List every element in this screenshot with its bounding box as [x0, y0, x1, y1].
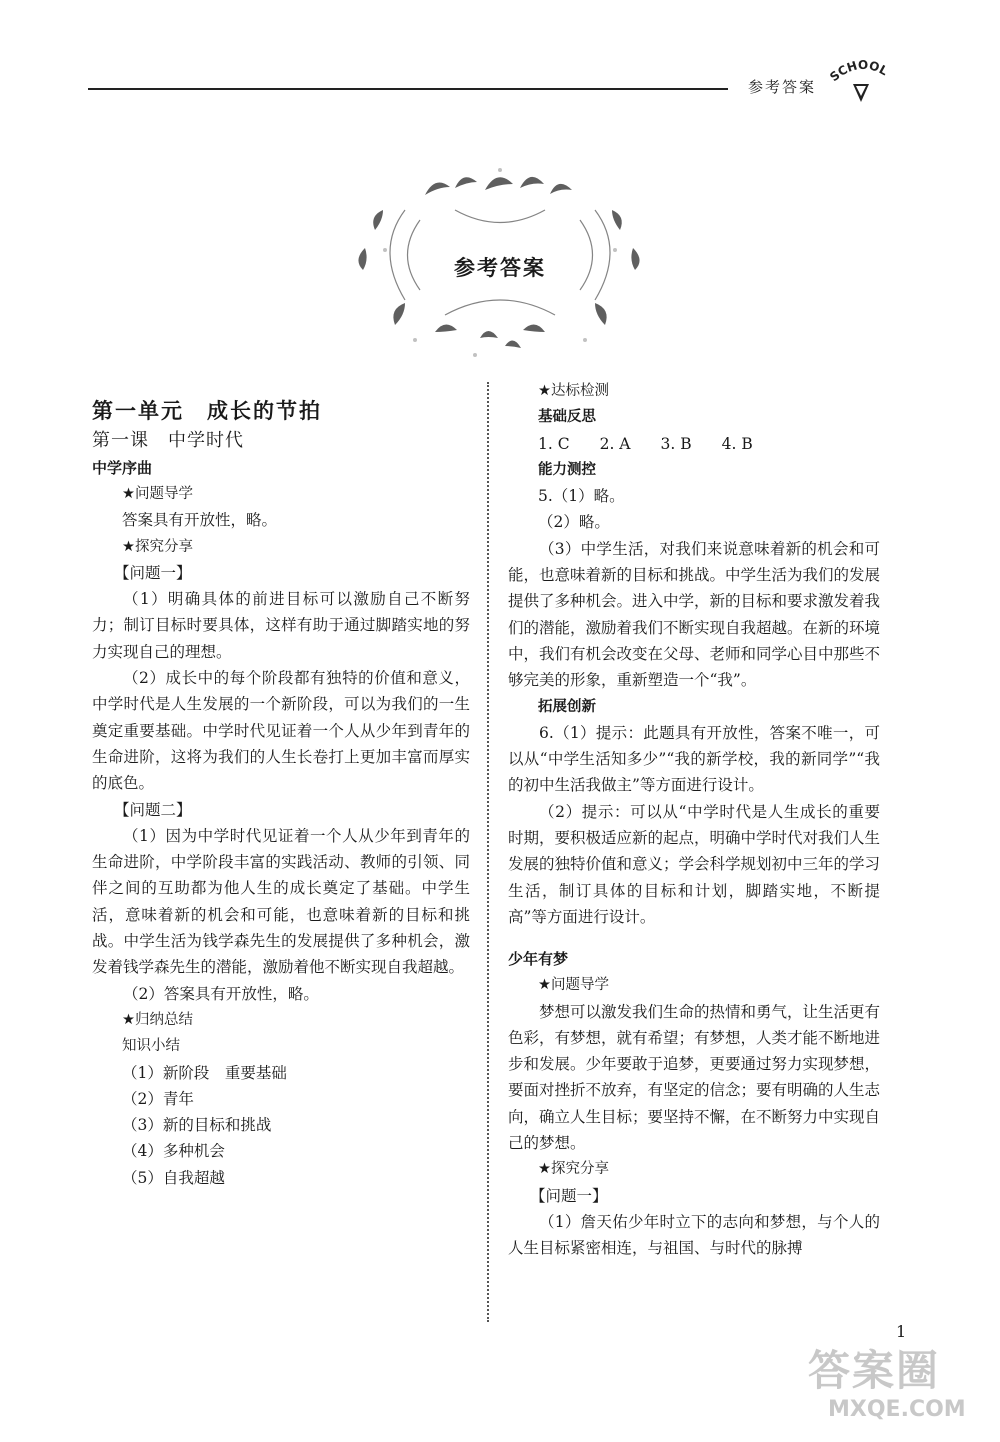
answer-line: （5）自我超越	[122, 1168, 225, 1187]
answer-line: （1）新阶段 重要基础	[122, 1063, 287, 1082]
answer-paragraph: 6.（1）提示：此题具有开放性，答案不唯一，可以从“中学生活知多少”“我的新学校，我的新同学”“我的初中生活我做主”等方面进行设计。	[508, 723, 880, 795]
answer-item: 1. C	[538, 434, 570, 453]
section-title: 中学序曲	[92, 459, 153, 477]
watermark	[808, 1346, 988, 1436]
answer-row	[508, 431, 880, 457]
column-divider	[487, 382, 489, 1322]
answer-paragraph: （3）中学生活，对我们来说意味着新的机会和可能，也意味着新的目标和挑战。中学生活为我们的发展提供了多种机会。进入中学，新的目标和要求激发着我们的潜能，激励着我们不断实现自我超越。在新的环境中，我们有机会改变在父母、老师和同学心目中那些不够完美的形象，重新塑造一个“我”。	[508, 539, 881, 690]
answer-item: 3. B	[660, 434, 692, 453]
answer-item: 2. A	[599, 434, 631, 453]
running-header: 参考答案	[748, 78, 817, 96]
answer-paragraph: （2）提示：可以从“中学时代是人生成长的重要时期，要积极适应新的起点，明确中学时代对我们人生发展的独特价值和意义；学会科学规划初中三年的学习生活，制订具体的目标和计划，脚踏实地，不断提高”等方面进行设计。	[508, 802, 881, 926]
watermark-bottom: MXQE.COM	[828, 1397, 966, 1422]
question-bracket: 【问题一】	[114, 563, 192, 582]
svg-text:SCHOOL	[827, 58, 890, 84]
right-column	[508, 378, 880, 1262]
unit-title: 第一单元 成长的节拍	[92, 398, 322, 423]
answer-paragraph: （1）詹天佑少年时立下的志向和梦想，与个人的人生目标紧密相连，与祖国、与时代的脉搏	[508, 1212, 880, 1258]
answer-paragraph: （1）明确具体的前进目标可以激励自己不断努力；制订目标时要具体，这样有助于通过脚踏实地的努力实现自己的理想。	[92, 590, 470, 661]
answer-line: （3）新的目标和挑战	[122, 1116, 272, 1135]
page-number: 1	[896, 1322, 907, 1341]
heading-basic-reflection: 基础反思	[538, 409, 596, 426]
banner-title: 参考答案	[454, 256, 546, 280]
heading-extension: 拓展创新	[538, 698, 596, 715]
answer-item: 4. B	[721, 434, 753, 453]
heading-ability: 能力测控	[538, 461, 596, 478]
answer-paragraph: （2）答案具有开放性，略。	[123, 984, 319, 1003]
answer-paragraph: （2）略。	[538, 513, 610, 532]
section-title: 少年有梦	[508, 950, 569, 969]
answer-line: 答案具有开放性，略。	[122, 511, 278, 530]
heading-explore: ★探究分享	[538, 1161, 609, 1178]
answer-paragraph: 5.（1）略。	[538, 487, 625, 506]
school-logo	[826, 56, 896, 116]
answer-line: （4）多种机会	[122, 1142, 225, 1161]
heading-question-guide: ★问题导学	[538, 977, 609, 994]
left-content	[92, 481, 470, 1191]
answer-paragraph: 梦想可以激发我们生命的热情和勇气，让生活更有色彩，有梦想，就有希望；有梦想，人类才能不断地进步和发展。少年要敢于追梦，更要通过努力实现梦想，要面对挫折不放弃，有坚定的信念；要有明确的人生志向，确立人生目标；要坚持不懈，在不断努力中实现自己的梦想。	[508, 1002, 881, 1153]
answer-paragraph: （1）因为中学时代见证着一个人从少年到青年的生命进阶，中学阶段丰富的实践活动、教师的引领、同伴之间的互助都为他人生的成长奠定了基础。中学生活，意味着新的机会和可能，也意味着新的目标和挑战。中学生活为钱学森先生的发展提供了多种机会，激发着钱学森先生的潜能，激励着他不断实现自我超越。	[92, 826, 470, 977]
header-rule	[88, 88, 728, 90]
watermark-top: 答案圈	[808, 1346, 941, 1395]
school-logo-text: SCHOOL	[827, 57, 891, 85]
lesson-title: 第一课 中学时代	[92, 430, 244, 451]
heading-assessment: ★达标检测	[538, 383, 609, 399]
question-bracket: 【问题二】	[114, 800, 192, 819]
subheading: ★问题导学	[122, 486, 193, 502]
answer-line: （2）青年	[122, 1089, 194, 1108]
subheading: 知识小结	[122, 1038, 180, 1055]
left-column	[92, 395, 470, 1191]
answer-paragraph: （2）成长中的每个阶段都有独特的价值和意义，中学时代是人生发展的一个新阶段，可以为我们的一生奠定重要基础。中学时代见证着一个人从少年到青年的生命进阶，这将为我们的人生长卷打上更加丰富而厚实的底色。	[92, 669, 470, 793]
question-bracket: 【问题一】	[530, 1186, 608, 1205]
subheading: ★归纳总结	[122, 1011, 193, 1028]
subheading: ★探究分享	[122, 538, 193, 555]
